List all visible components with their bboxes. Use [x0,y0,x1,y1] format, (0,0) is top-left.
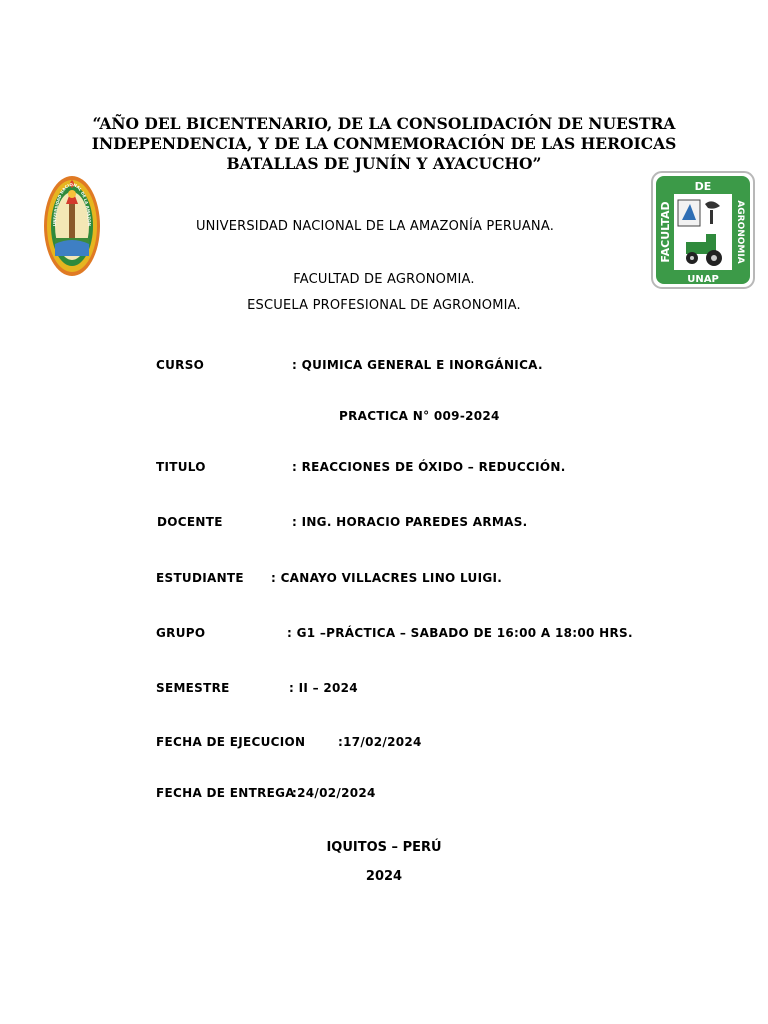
faculty-name: FACULTAD DE AGRONOMIA. [293,272,475,287]
logo-text-top: DE [694,180,712,193]
grupo-label: GRUPO [156,626,206,640]
fecha-entrega-value: :24/02/2024 [292,786,376,800]
logo-text-left: FACULTAD [659,201,672,263]
grupo-value: : G1 –PRÁCTICA – SABADO DE 16:00 A 18:00 HRS. [287,626,633,640]
commemorative-motto [0,114,768,174]
fecha-ejecucion-label: FECHA DE EJECUCION [156,735,306,749]
practica-number: PRACTICA N° 009-2024 [339,409,500,423]
titulo-label: TITULO [156,460,206,474]
semestre-label: SEMESTRE [156,681,230,695]
motto-line-1: “AÑO DEL BICENTENARIO, DE LA CONSOLIDACIÓN DE NUESTRA [92,114,676,133]
docente-label: DOCENTE [157,515,223,529]
logo-text-right: AGRONOMIA [735,200,745,264]
year: 2024 [365,869,403,884]
place: IQUITOS – PERÚ [326,840,442,855]
university-name: UNIVERSIDAD NACIONAL DE LA AMAZONÍA PERUANA. [195,219,555,234]
estudiante-value: : CANAYO VILLACRES LINO LUIGI. [271,571,503,585]
seal-text: UNIVERSIDAD NACIONAL DE LA AMAZON [51,181,93,227]
motto-line-3: BATALLAS DE JUNÍN Y AYACUCHO” [226,154,542,173]
titulo-value: : REACCIONES DE ÓXIDO – REDUCCIÓN. [292,460,566,474]
fecha-entrega-label: FECHA DE ENTREGA [156,786,295,800]
docente-value: : ING. HORACIO PAREDES ARMAS. [292,515,528,529]
logo-text-bottom: UNAP [687,274,719,285]
motto-line-2: INDEPENDENCIA, Y DE LA CONMEMORACIÓN DE LAS HEROICAS [91,134,677,153]
curso-value: : QUIMICA GENERAL E INORGÁNICA. [292,358,543,372]
school-name: ESCUELA PROFESIONAL DE AGRONOMIA. [247,298,521,313]
fecha-ejecucion-value: :17/02/2024 [338,735,422,749]
curso-label: CURSO [156,358,205,372]
semestre-value: : II – 2024 [289,681,358,695]
estudiante-label: ESTUDIANTE [156,571,244,585]
